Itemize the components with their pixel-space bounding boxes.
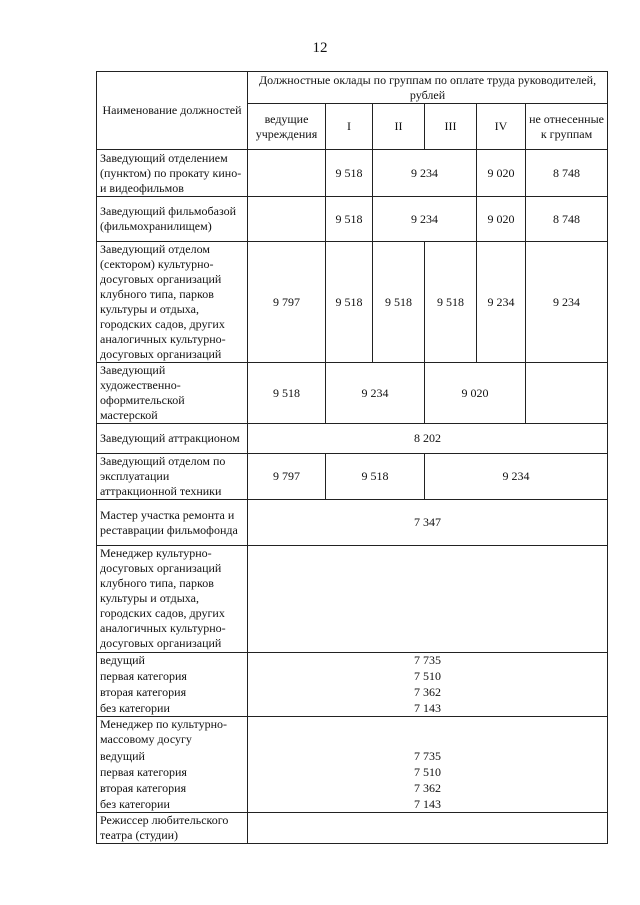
salary-cell-empty [526, 363, 608, 424]
subcategory-row [97, 781, 608, 797]
salary-cell: 9 234 [373, 150, 477, 197]
subcategory-row [97, 797, 608, 813]
position-name: Заведующий отделом по эксплуатации аттракционной техники [97, 454, 248, 500]
position-name: Мастер участка ремонта и реставрации фильмофонда [97, 500, 248, 546]
subcategory-row [97, 669, 608, 685]
header-col-leading: ведущие учреждения [248, 104, 326, 150]
salary-cell: 9 234 [326, 363, 425, 424]
salary-cell: 9 020 [477, 150, 526, 197]
table-row [97, 424, 608, 454]
subcategory-label: вторая категория [97, 781, 248, 797]
salary-cell: 7 735 [248, 653, 608, 669]
table-row [97, 242, 608, 363]
salary-cell: 7 362 [248, 781, 608, 797]
salary-cell: 9 518 [248, 363, 326, 424]
salary-cell-empty [248, 197, 326, 242]
table-row [97, 454, 608, 500]
header-group-title: Должностные оклады по группам по оплате труда руководителей, рублей [248, 72, 608, 104]
salary-cell: 9 020 [425, 363, 526, 424]
subcategory-row [97, 701, 608, 717]
salary-cell-empty [248, 717, 608, 749]
header-col-iv: IV [477, 104, 526, 150]
header-col-i: I [326, 104, 373, 150]
subcategory-label: ведущий [97, 749, 248, 765]
salary-cell: 9 797 [248, 242, 326, 363]
salary-cell: 8 202 [248, 424, 608, 454]
header-row [97, 72, 608, 104]
salary-cell-empty [248, 150, 326, 197]
table-row [97, 813, 608, 844]
salary-cell: 9 518 [326, 197, 373, 242]
salary-cell: 9 518 [326, 454, 425, 500]
subcategory-label: без категории [97, 797, 248, 813]
table-row [97, 500, 608, 546]
position-name: Заведующий аттракционом [97, 424, 248, 454]
table-row [97, 363, 608, 424]
salary-cell: 7 347 [248, 500, 608, 546]
salary-cell: 9 797 [248, 454, 326, 500]
subcategory-label: без категории [97, 701, 248, 717]
position-name: Заведующий фильмобазой (фильмохранилищем) [97, 197, 248, 242]
page-number: 12 [312, 40, 328, 56]
subcategory-label: ведущий [97, 653, 248, 669]
salary-cell: 9 234 [373, 197, 477, 242]
position-name: Заведующий отделением (пунктом) по прокату кино- и видеофильмов [97, 150, 248, 197]
salary-cell: 7 510 [248, 669, 608, 685]
salary-cell: 7 735 [248, 749, 608, 765]
header-name-cell: Наименование должностей [97, 72, 248, 150]
subcategory-label: первая категория [97, 765, 248, 781]
salary-cell: 7 143 [248, 797, 608, 813]
salary-cell: 9 234 [526, 242, 608, 363]
salary-cell: 9 518 [373, 242, 425, 363]
salary-cell-empty [248, 813, 608, 844]
salary-cell: 8 748 [526, 197, 608, 242]
header-col-ii: II [373, 104, 425, 150]
table-row [97, 150, 608, 197]
header-col-none: не отнесенные к группам [526, 104, 608, 150]
salary-cell: 9 518 [326, 150, 373, 197]
table-row [97, 717, 608, 749]
salary-cell: 7 510 [248, 765, 608, 781]
salary-table [96, 71, 608, 844]
salary-cell: 9 234 [425, 454, 608, 500]
salary-cell: 9 518 [326, 242, 373, 363]
salary-cell: 9 234 [477, 242, 526, 363]
salary-cell: 7 143 [248, 701, 608, 717]
table-row [97, 546, 608, 653]
salary-cell: 9 020 [477, 197, 526, 242]
subcategory-label: первая категория [97, 669, 248, 685]
salary-cell: 7 362 [248, 685, 608, 701]
header-col-iii: III [425, 104, 477, 150]
subcategory-row [97, 749, 608, 765]
salary-cell: 8 748 [526, 150, 608, 197]
subcategory-row [97, 653, 608, 669]
subcategory-label: вторая категория [97, 685, 248, 701]
position-name: Менеджер культурно-досуговых организаций клубного типа, парков культуры и отдыха, городских садов, других аналогичных культурно-досуговых организаций [97, 546, 248, 653]
table-row [97, 197, 608, 242]
position-name: Менеджер по культурно-массовому досугу [97, 717, 248, 749]
position-name: Заведующий отделом (сектором) культурно-досуговых организаций клубного типа, парков культуры и отдыха, городских садов, других аналогичных культурно-досуговых организаций [97, 242, 248, 363]
position-name: Заведующий художественно-оформительской мастерской [97, 363, 248, 424]
subcategory-row [97, 765, 608, 781]
salary-cell: 9 518 [425, 242, 477, 363]
subcategory-row [97, 685, 608, 701]
salary-cell-empty [248, 546, 608, 653]
position-name: Режиссер любительского театра (студии) [97, 813, 248, 844]
